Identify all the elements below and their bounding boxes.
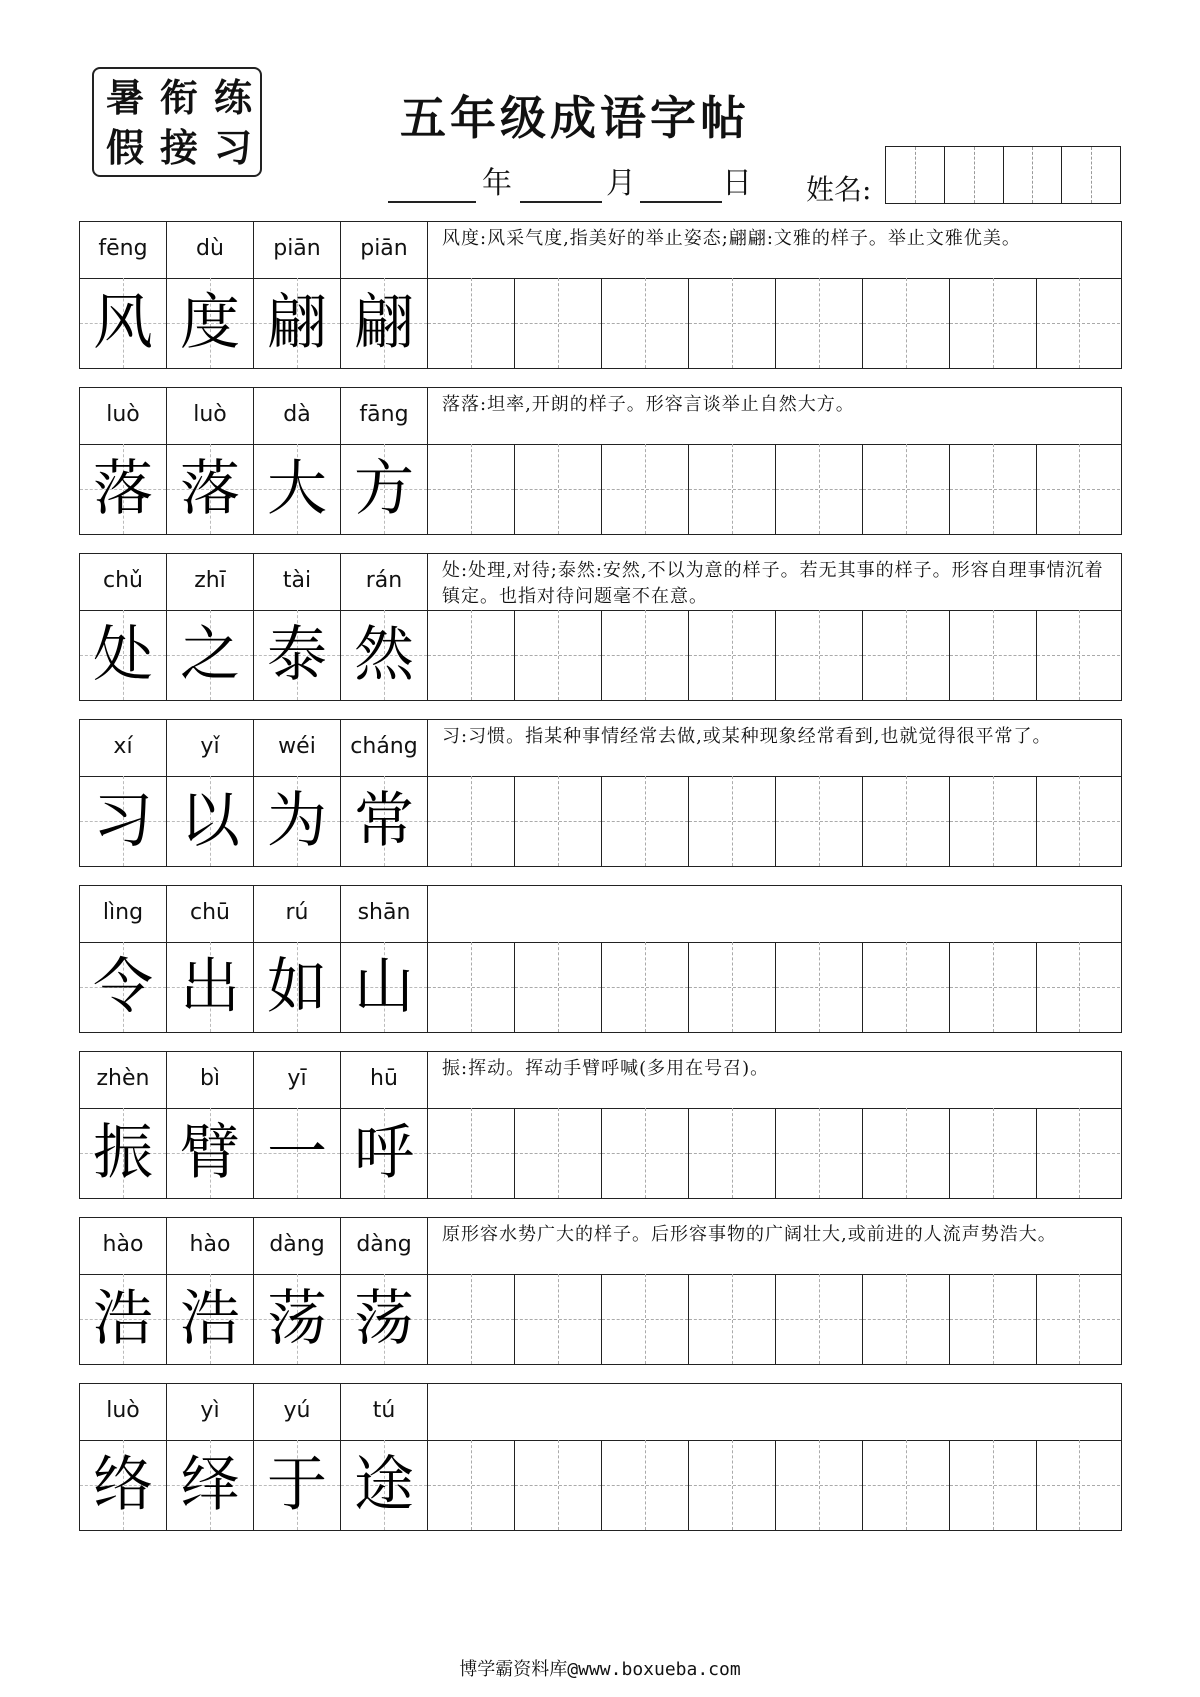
stamp-char: 习 bbox=[213, 125, 252, 170]
model-character: 如 bbox=[267, 952, 327, 1022]
pinyin-cell: luò bbox=[167, 388, 254, 444]
model-character: 荡 bbox=[354, 1284, 414, 1354]
model-character: 绎 bbox=[180, 1450, 240, 1520]
model-character: 以 bbox=[180, 786, 240, 856]
model-character-cell bbox=[341, 610, 428, 700]
pinyin-row bbox=[80, 886, 1121, 943]
idiom-meaning bbox=[430, 886, 1120, 942]
model-character-cell bbox=[341, 1274, 428, 1364]
stamp-char: 练 bbox=[213, 75, 252, 120]
practice-grid-cell[interactable] bbox=[863, 1440, 950, 1530]
model-character-cell bbox=[80, 1440, 167, 1530]
model-character: 振 bbox=[93, 1118, 153, 1188]
pinyin-cell: wéi bbox=[254, 720, 341, 776]
model-character: 为 bbox=[267, 786, 327, 856]
model-character: 度 bbox=[180, 288, 240, 358]
pinyin-cell: fāng bbox=[341, 388, 428, 444]
pinyin-cell: dà bbox=[254, 388, 341, 444]
practice-grid-cell[interactable] bbox=[515, 610, 602, 700]
idiom-block bbox=[79, 221, 1122, 369]
character-row bbox=[80, 610, 1121, 700]
idiom-block bbox=[79, 885, 1122, 1033]
practice-grid-cell[interactable] bbox=[863, 444, 950, 534]
pinyin-cell: rán bbox=[341, 554, 428, 610]
character-row bbox=[80, 1274, 1121, 1364]
model-character-cell bbox=[80, 1274, 167, 1364]
model-character: 呼 bbox=[354, 1118, 414, 1188]
practice-grid-cell[interactable] bbox=[950, 444, 1037, 534]
model-character: 翩 bbox=[267, 288, 327, 358]
pinyin-cell: hào bbox=[167, 1218, 254, 1274]
practice-grid-cell[interactable] bbox=[776, 444, 863, 534]
model-character-cell bbox=[341, 942, 428, 1032]
character-row bbox=[80, 444, 1121, 534]
practice-grid-cell[interactable] bbox=[602, 444, 689, 534]
pinyin-row bbox=[80, 554, 1121, 611]
practice-grid-cell[interactable] bbox=[515, 278, 602, 368]
practice-grid-cell[interactable] bbox=[950, 776, 1037, 866]
model-character: 浩 bbox=[180, 1284, 240, 1354]
practice-grid-cell[interactable] bbox=[1037, 942, 1120, 1032]
practice-grid-cell[interactable] bbox=[515, 776, 602, 866]
idiom-meaning: 处:处理,对待;泰然:安然,不以为意的样子。若无其事的样子。形容自理事情沉着镇定。也指对待问题毫不在意。 bbox=[442, 560, 1104, 607]
model-character-cell bbox=[254, 942, 341, 1032]
model-character: 之 bbox=[180, 620, 240, 690]
practice-grid-cell[interactable] bbox=[689, 610, 776, 700]
model-character-cell bbox=[254, 776, 341, 866]
practice-grid-cell[interactable] bbox=[602, 1440, 689, 1530]
practice-grid-cell[interactable] bbox=[1037, 610, 1120, 700]
practice-grid-cell[interactable] bbox=[1037, 444, 1120, 534]
practice-grid-cell[interactable] bbox=[689, 776, 776, 866]
pinyin-cell: luò bbox=[80, 388, 167, 444]
pinyin-cell: hū bbox=[341, 1052, 428, 1108]
model-character: 方 bbox=[354, 454, 414, 524]
model-character-cell bbox=[254, 1274, 341, 1364]
model-character: 臂 bbox=[180, 1118, 240, 1188]
practice-grid-cell[interactable] bbox=[950, 942, 1037, 1032]
page-title: 五年级成语字帖 bbox=[400, 91, 750, 145]
model-character-cell bbox=[341, 776, 428, 866]
model-character: 于 bbox=[267, 1450, 327, 1520]
pinyin-cell: lìng bbox=[80, 886, 167, 942]
model-character: 泰 bbox=[267, 620, 327, 690]
model-character-cell bbox=[341, 1108, 428, 1198]
model-character: 出 bbox=[180, 952, 240, 1022]
model-character-cell bbox=[80, 776, 167, 866]
idiom-meaning bbox=[430, 1384, 1120, 1440]
model-character: 翩 bbox=[354, 288, 414, 358]
model-character: 络 bbox=[93, 1450, 153, 1520]
practice-grid-cell[interactable] bbox=[863, 1274, 950, 1364]
idiom-block bbox=[79, 1217, 1122, 1365]
idiom-block bbox=[79, 1051, 1122, 1199]
practice-grid-cell[interactable] bbox=[776, 1274, 863, 1364]
character-row bbox=[80, 942, 1121, 1032]
practice-grid-cell[interactable] bbox=[1037, 1274, 1120, 1364]
pinyin-cell: dù bbox=[167, 222, 254, 278]
model-character: 山 bbox=[354, 952, 414, 1022]
practice-grid-cell[interactable] bbox=[602, 610, 689, 700]
practice-grid-cell[interactable] bbox=[602, 1274, 689, 1364]
practice-grid-cell[interactable] bbox=[776, 1440, 863, 1530]
pinyin-cell: hào bbox=[80, 1218, 167, 1274]
pinyin-cell: shān bbox=[341, 886, 428, 942]
idiom-block bbox=[79, 387, 1122, 535]
year-blank[interactable] bbox=[388, 201, 476, 203]
practice-grid-cell[interactable] bbox=[428, 278, 515, 368]
model-character-cell bbox=[341, 1440, 428, 1530]
practice-grid-cell[interactable] bbox=[515, 1108, 602, 1198]
day-blank[interactable] bbox=[640, 201, 722, 203]
practice-grid-cell[interactable] bbox=[602, 942, 689, 1032]
pinyin-cell: tài bbox=[254, 554, 341, 610]
model-character-cell bbox=[254, 278, 341, 368]
pinyin-cell: yǐ bbox=[167, 720, 254, 776]
pinyin-cell: rú bbox=[254, 886, 341, 942]
practice-grid-cell[interactable] bbox=[689, 278, 776, 368]
practice-grid-cell[interactable] bbox=[428, 1440, 515, 1530]
model-character-cell bbox=[341, 278, 428, 368]
practice-grid-cell[interactable] bbox=[863, 776, 950, 866]
model-character-cell bbox=[167, 776, 254, 866]
model-character: 然 bbox=[354, 620, 414, 690]
practice-grid-cell[interactable] bbox=[689, 942, 776, 1032]
name-box[interactable] bbox=[1062, 147, 1120, 203]
year-label: 年 bbox=[482, 166, 512, 201]
practice-grid-cell[interactable] bbox=[950, 1274, 1037, 1364]
model-character: 途 bbox=[354, 1450, 414, 1520]
model-character: 处 bbox=[93, 620, 153, 690]
idiom-meaning: 落落:坦率,开朗的样子。形容言谈举止自然大方。 bbox=[442, 394, 855, 415]
model-character: 落 bbox=[180, 454, 240, 524]
stamp-char: 衔 bbox=[159, 75, 198, 120]
model-character-cell bbox=[341, 444, 428, 534]
model-character: 令 bbox=[93, 952, 153, 1022]
model-character-cell bbox=[254, 444, 341, 534]
character-row bbox=[80, 278, 1121, 368]
month-blank[interactable] bbox=[520, 201, 602, 203]
pinyin-row bbox=[80, 720, 1121, 777]
pinyin-cell: dàng bbox=[341, 1218, 428, 1274]
idiom-meaning: 原形容水势广大的样子。后形容事物的广阔壮大,或前进的人流声势浩大。 bbox=[442, 1224, 1057, 1245]
model-character: 浩 bbox=[93, 1284, 153, 1354]
practice-grid-cell[interactable] bbox=[602, 278, 689, 368]
practice-grid-cell[interactable] bbox=[515, 444, 602, 534]
model-character-cell bbox=[167, 610, 254, 700]
model-character-cell bbox=[80, 610, 167, 700]
practice-grid-cell[interactable] bbox=[1037, 278, 1120, 368]
model-character: 一 bbox=[267, 1118, 327, 1188]
stamp-char: 暑 bbox=[105, 75, 144, 120]
pinyin-cell: luò bbox=[80, 1384, 167, 1440]
pinyin-cell: yì bbox=[167, 1384, 254, 1440]
stamp-char: 接 bbox=[159, 125, 198, 170]
model-character-cell bbox=[167, 1108, 254, 1198]
idiom-block bbox=[79, 553, 1122, 701]
practice-grid-cell[interactable] bbox=[1037, 776, 1120, 866]
pinyin-cell: zhèn bbox=[80, 1052, 167, 1108]
model-character-cell bbox=[80, 278, 167, 368]
practice-grid-cell[interactable] bbox=[515, 942, 602, 1032]
practice-grid-cell[interactable] bbox=[1037, 1108, 1120, 1198]
practice-grid-cell[interactable] bbox=[428, 1274, 515, 1364]
practice-grid-cell[interactable] bbox=[689, 444, 776, 534]
model-character-cell bbox=[254, 610, 341, 700]
name-box[interactable] bbox=[945, 147, 1004, 203]
model-character: 习 bbox=[93, 786, 153, 856]
practice-grid-cell[interactable] bbox=[689, 1108, 776, 1198]
practice-grid-cell[interactable] bbox=[428, 444, 515, 534]
pinyin-cell: yú bbox=[254, 1384, 341, 1440]
pinyin-row bbox=[80, 388, 1121, 445]
practice-grid-cell[interactable] bbox=[689, 1274, 776, 1364]
name-label: 姓名: bbox=[806, 173, 872, 206]
pinyin-cell: dàng bbox=[254, 1218, 341, 1274]
practice-grid-cell[interactable] bbox=[515, 1274, 602, 1364]
character-row bbox=[80, 1440, 1121, 1530]
name-field[interactable] bbox=[885, 146, 1121, 204]
model-character-cell bbox=[167, 942, 254, 1032]
character-row bbox=[80, 776, 1121, 866]
pinyin-cell: cháng bbox=[341, 720, 428, 776]
model-character: 荡 bbox=[267, 1284, 327, 1354]
practice-grid-cell[interactable] bbox=[776, 278, 863, 368]
model-character-cell bbox=[254, 1108, 341, 1198]
practice-grid-cell[interactable] bbox=[428, 610, 515, 700]
pinyin-cell: piān bbox=[254, 222, 341, 278]
practice-grid-cell[interactable] bbox=[776, 776, 863, 866]
model-character-cell bbox=[80, 1108, 167, 1198]
stamp-char: 假 bbox=[105, 125, 144, 170]
name-box[interactable] bbox=[1004, 147, 1063, 203]
day-label: 日 bbox=[722, 166, 752, 201]
idiom-block bbox=[79, 719, 1122, 867]
practice-grid-cell[interactable] bbox=[863, 942, 950, 1032]
practice-grid-cell[interactable] bbox=[863, 278, 950, 368]
practice-grid-cell[interactable] bbox=[689, 1440, 776, 1530]
practice-grid-cell[interactable] bbox=[428, 776, 515, 866]
model-character: 风 bbox=[93, 288, 153, 358]
model-character-cell bbox=[167, 1440, 254, 1530]
idiom-meaning: 习:习惯。指某种事情经常去做,或某种现象经常看到,也就觉得很平常了。 bbox=[442, 726, 1052, 747]
pinyin-row bbox=[80, 1052, 1121, 1109]
pinyin-cell: xí bbox=[80, 720, 167, 776]
idiom-meaning: 振:挥动。挥动手臂呼喊(多用在号召)。 bbox=[442, 1058, 770, 1079]
pinyin-cell: yī bbox=[254, 1052, 341, 1108]
practice-grid-cell[interactable] bbox=[602, 1108, 689, 1198]
pinyin-cell: tú bbox=[341, 1384, 428, 1440]
month-label: 月 bbox=[606, 166, 636, 201]
pinyin-cell: bì bbox=[167, 1052, 254, 1108]
practice-grid-cell[interactable] bbox=[1037, 1440, 1120, 1530]
pinyin-row bbox=[80, 1384, 1121, 1441]
practice-grid-cell[interactable] bbox=[863, 610, 950, 700]
model-character: 常 bbox=[354, 786, 414, 856]
practice-grid-cell[interactable] bbox=[776, 610, 863, 700]
model-character-cell bbox=[167, 278, 254, 368]
name-box[interactable] bbox=[886, 147, 945, 203]
practice-grid-cell[interactable] bbox=[428, 1108, 515, 1198]
footer-source: 博学霸资料库@www.boxueba.com bbox=[459, 1659, 741, 1680]
summer-practice-stamp bbox=[92, 67, 262, 177]
practice-grid-cell[interactable] bbox=[776, 1108, 863, 1198]
practice-grid-cell[interactable] bbox=[428, 942, 515, 1032]
practice-grid-cell[interactable] bbox=[950, 1440, 1037, 1530]
idiom-block bbox=[79, 1383, 1122, 1531]
practice-grid-cell[interactable] bbox=[776, 942, 863, 1032]
practice-grid-cell[interactable] bbox=[863, 1108, 950, 1198]
model-character-cell bbox=[254, 1440, 341, 1530]
model-character-cell bbox=[167, 444, 254, 534]
model-character-cell bbox=[167, 1274, 254, 1364]
model-character-cell bbox=[80, 942, 167, 1032]
pinyin-row bbox=[80, 222, 1121, 279]
practice-grid-cell[interactable] bbox=[602, 776, 689, 866]
practice-grid-cell[interactable] bbox=[950, 278, 1037, 368]
model-character: 大 bbox=[267, 454, 327, 524]
model-character-cell bbox=[80, 444, 167, 534]
pinyin-cell: zhī bbox=[167, 554, 254, 610]
pinyin-cell: chū bbox=[167, 886, 254, 942]
pinyin-row bbox=[80, 1218, 1121, 1275]
practice-grid-cell[interactable] bbox=[950, 610, 1037, 700]
practice-grid-cell[interactable] bbox=[950, 1108, 1037, 1198]
pinyin-cell: piān bbox=[341, 222, 428, 278]
model-character: 落 bbox=[93, 454, 153, 524]
pinyin-cell: fēng bbox=[80, 222, 167, 278]
idiom-meaning: 风度:风采气度,指美好的举止姿态;翩翩:文雅的样子。举止文雅优美。 bbox=[442, 228, 1021, 249]
practice-grid-cell[interactable] bbox=[515, 1440, 602, 1530]
character-row bbox=[80, 1108, 1121, 1198]
pinyin-cell: chǔ bbox=[80, 554, 167, 610]
